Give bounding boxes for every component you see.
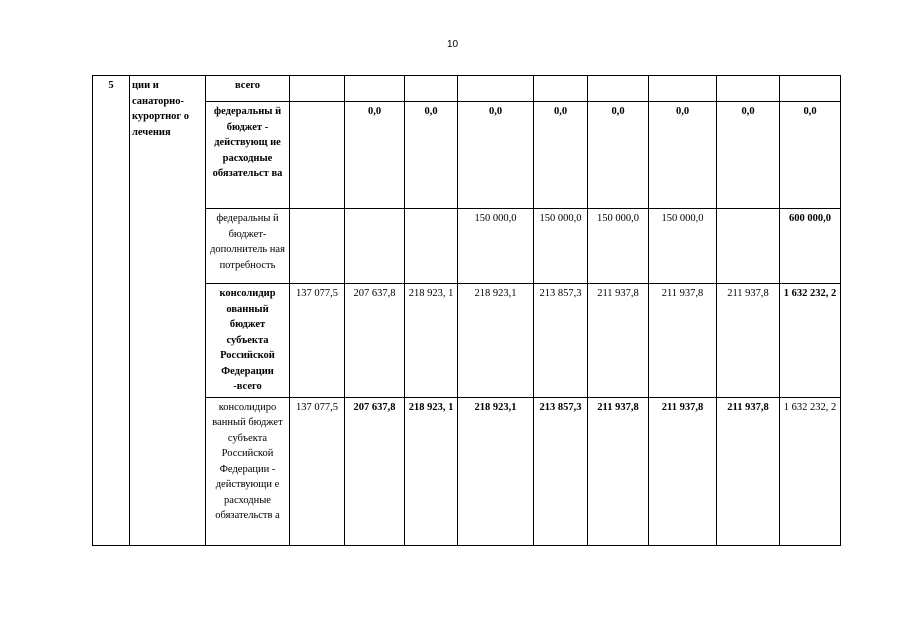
value-cell: 218 923,1 [458,284,534,398]
value-cell [290,209,345,284]
value-cell [649,76,717,102]
value-cell: 218 923, 1 [405,397,458,545]
value-cell: 218 923,1 [458,397,534,545]
value-cell: 0,0 [345,102,405,209]
value-cell [717,209,780,284]
value-cell: 218 923, 1 [405,284,458,398]
value-cell [345,209,405,284]
value-cell: 211 937,8 [588,284,649,398]
funding-source-cell: консолидиро ванный бюджет субъекта Российской Федерации - действующи е расходные обязательств а [206,397,290,545]
table-row [93,397,841,545]
value-cell: 137 077,5 [290,397,345,545]
program-name-cell: ции и санаторно-курортног о лечения [130,76,206,546]
value-cell: 150 000,0 [588,209,649,284]
value-cell: 211 937,8 [588,397,649,545]
value-cell: 150 000,0 [458,209,534,284]
table-row [93,284,841,398]
value-cell: 0,0 [534,102,588,209]
value-cell [405,76,458,102]
value-cell [345,76,405,102]
page-number: 10 [446,39,459,50]
value-cell: 0,0 [588,102,649,209]
table-row [93,76,841,102]
value-cell [405,209,458,284]
value-cell: 213 857,3 [534,397,588,545]
value-cell [780,76,841,102]
value-cell: 211 937,8 [649,397,717,545]
value-cell: 211 937,8 [717,284,780,398]
row-number-cell: 5 [93,76,130,546]
table-row [93,102,841,209]
funding-source-cell: всего [206,76,290,102]
funding-source-cell: федеральны й бюджет- дополнитель ная потребность [206,209,290,284]
value-cell: 0,0 [717,102,780,209]
value-cell: 211 937,8 [717,397,780,545]
value-cell: 1 632 232, 2 [780,397,841,545]
value-cell [588,76,649,102]
value-cell: 0,0 [405,102,458,209]
value-cell [534,76,588,102]
value-cell: 0,0 [780,102,841,209]
table-row [93,209,841,284]
value-cell: 0,0 [649,102,717,209]
value-cell [290,102,345,209]
value-cell: 1 632 232, 2 [780,284,841,398]
budget-table [92,75,841,546]
value-cell: 207 637,8 [345,397,405,545]
funding-source-cell: федеральны й бюджет - действующ ие расходные обязательст ва [206,102,290,209]
value-cell: 600 000,0 [780,209,841,284]
value-cell: 211 937,8 [649,284,717,398]
funding-source-cell: консолидир ованный бюджет субъекта Российской Федерации -всего [206,284,290,398]
value-cell: 150 000,0 [649,209,717,284]
value-cell: 207 637,8 [345,284,405,398]
value-cell: 137 077,5 [290,284,345,398]
value-cell [458,76,534,102]
value-cell: 213 857,3 [534,284,588,398]
value-cell: 150 000,0 [534,209,588,284]
value-cell [290,76,345,102]
value-cell [717,76,780,102]
value-cell: 0,0 [458,102,534,209]
